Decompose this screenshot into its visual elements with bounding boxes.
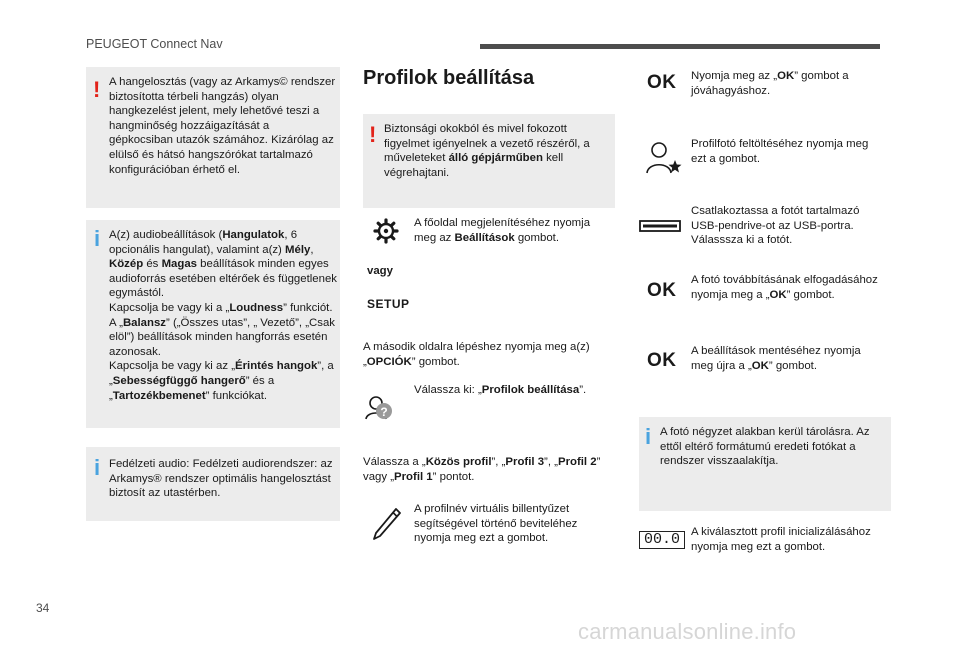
warning-icon: ! <box>369 122 377 147</box>
step-text-connect-usb: Csatlakoztassa a fotót tartalmazó USB-pendrive-ot az USB-portra. Válasssza ki a fotót. <box>691 205 860 247</box>
info-icon: i <box>645 424 652 449</box>
step-text-reset-profile: A kiválasztott profil inicializálásához nyomja meg ezt a gombot. <box>691 526 871 553</box>
pencil-icon <box>371 506 403 542</box>
warning-box-sound-distribution <box>86 67 340 208</box>
step-text-save-settings: A beállítások mentéséhez nyomja meg újra a „OK” gombot. <box>691 345 861 372</box>
section-title: Profilok beállítása <box>363 67 535 89</box>
header-bar <box>480 44 880 49</box>
info-text: A(z) audiobeállítások (Hangulatok, 6 opcionális hangulat), valamint a(z) Mély, Közép és Magas beállítások minden egyes audioforrás esetében eltérőek és függetlenek egymástól. Kapcsolja be vagy ki a „Loudness” funkciót. A „Balansz” („Összes utas”, „ Vezető”, „Csak elöl”) beállítások minden hangforrás esetén azonosak. Kapcsolja be vagy ki az „Érintés hangok”, a „Sebességfüggő hangerő” és a „Tartozékbemenet” funkciókat. <box>109 229 337 402</box>
step-text-accept-photo: A fotó továbbításának elfogadásához nyomja meg a „OK” gombot. <box>691 274 878 301</box>
reset-display-label: 00.0 <box>639 531 685 549</box>
or-label: vagy <box>367 265 393 277</box>
info-icon: i <box>94 226 101 251</box>
question-profile-icon <box>364 394 396 420</box>
warning-icon: ! <box>93 77 101 102</box>
info-box-photo-format <box>639 417 891 511</box>
info-box-onboard-audio <box>86 447 340 521</box>
warning-text: A hangelosztás (vagy az Arkamys© rendszer biztosította térbeli hangzás) olyan hangkezelést jelent, mely lehetővé teszi a hangminőség hozzáigazítását a gépkocsiban utazók számához. Kizárólag az elülső és hátsó hangszórókat tartalmazó konfigurációban érhető el. <box>109 76 336 176</box>
ok-button-label: OK <box>647 72 677 93</box>
step-text-select-profiles: Válassza ki: „Profilok beállítása”. <box>414 384 587 396</box>
info-box-audio-settings <box>86 220 340 428</box>
step-text-upload-photo: Profilfotó feltöltéséhez nyomja meg ezt a gombot. <box>691 138 869 165</box>
usb-slot-icon <box>639 220 681 232</box>
page-number: 34 <box>36 601 50 615</box>
info-icon: i <box>94 455 101 480</box>
step-text-options: A második oldalra lépéshez nyomja meg a(z) „OPCIÓK” gombot. <box>363 341 590 368</box>
step-text-profile-name: A profilnév virtuális billentyűzet segítségével történő beviteléhez nyomja meg ezt a gombot. <box>414 503 578 545</box>
safety-warning-box <box>363 114 615 208</box>
setup-button-label: SETUP <box>367 297 410 311</box>
step-text-choose-profile: Válassza a „Közös profil”, „Profil 3”, „Profil 2” vagy „Profil 1” pontot. <box>363 456 601 483</box>
gear-icon <box>373 218 399 244</box>
info-text: A fotó négyzet alakban kerül tárolásra. Az ettől eltérő formátumú eredeti fotókat a rendszer visszaalakítja. <box>660 426 870 468</box>
watermark: carmanualsonline.info <box>578 619 797 644</box>
warning-text: Biztonsági okokból és mivel fokozott figyelmet igényelnek a vezető részéről, a műveleteket álló gépjárműben kell végrehajtani. <box>384 123 590 179</box>
profile-star-icon <box>646 140 682 174</box>
ok-button-label: OK <box>647 280 677 301</box>
step-text-confirm: Nyomja meg az „OK” gombot a jóváhagyáshoz. <box>691 70 849 97</box>
svg-text:?: ? <box>380 405 388 419</box>
ok-button-label: OK <box>647 350 677 371</box>
info-text: Fedélzeti audio: Fedélzeti audiorendszer: az Arkamys® rendszer optimális hangelosztást biztosít az utastérben. <box>109 458 333 500</box>
header-title: PEUGEOT Connect Nav <box>86 37 223 51</box>
step-text-settings: A főoldal megjelenítéséhez nyomja meg az Beállítások gombot. <box>414 217 591 244</box>
